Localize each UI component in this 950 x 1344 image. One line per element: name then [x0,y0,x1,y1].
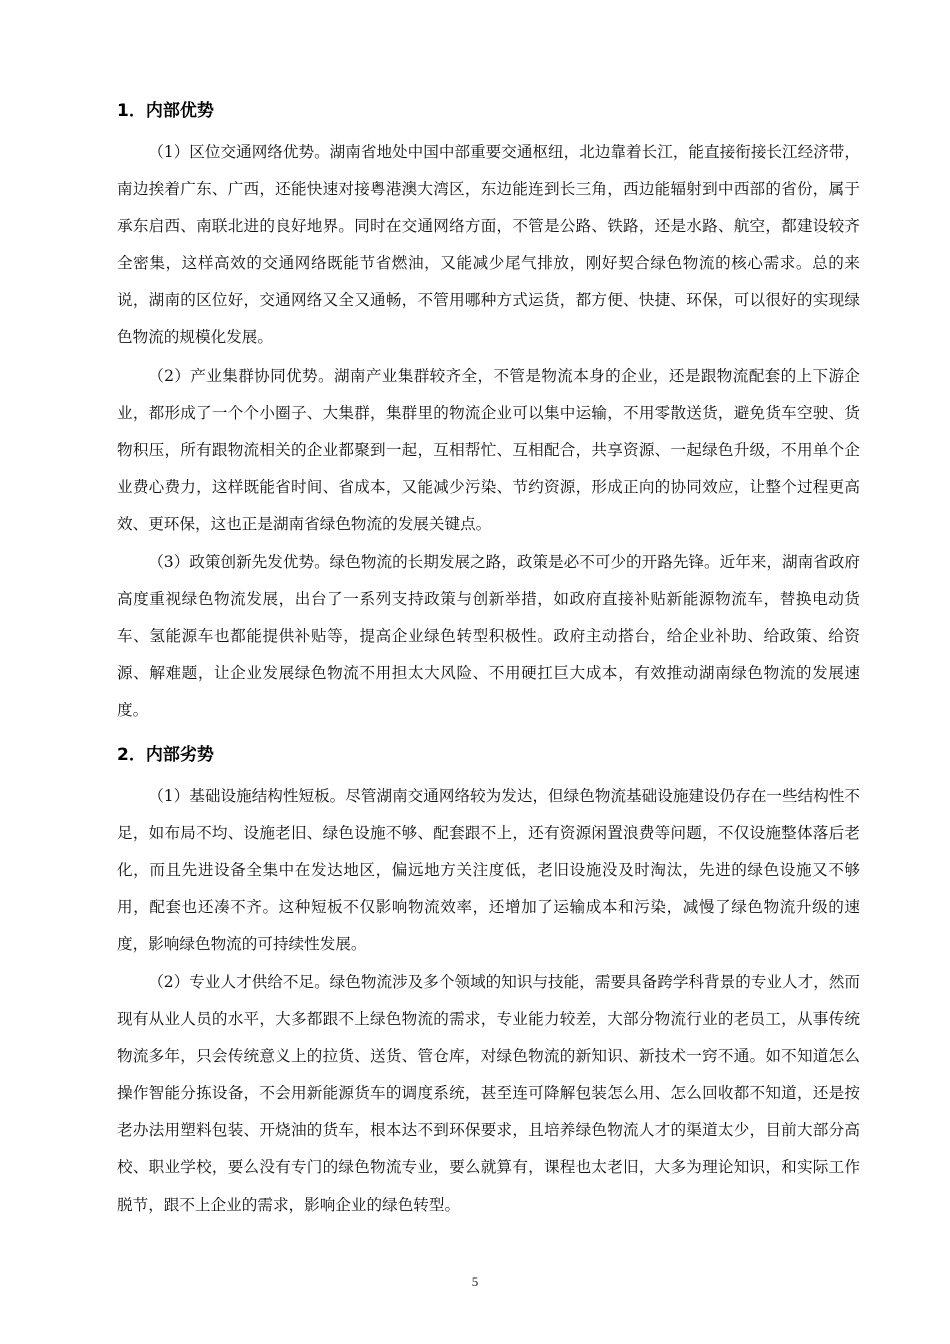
section-internal-weaknesses [117,742,860,1224]
section-heading: 2．内部劣势 [117,744,214,765]
section-internal-strengths [117,98,860,730]
paragraph: （2）专业人才供给不足。绿色物流涉及多个领域的知识与技能，需要具备跨学科背景的专业人才，然而现有从业人员的水平，大多都跟不上绿色物流的需求，专业能力较差，大部分物流行业的老员工，从事传统物流多年，只会传统意义上的拉货、送货、管仓库，对绿色物流的新知识、新技术一窍不通。如不知道怎么操作智能分拣设备，不会用新能源货车的调度系统，甚至连可降解包装怎么用、怎么回收都不知道，还是按老办法用塑料包装、开烧油的货车，根本达不到环保要求，且培养绿色物流人才的渠道太少，目前大部分高校、职业学校，要么没有专门的绿色物流专业，要么就算有，课程也太老旧，大多为理论知识，和实际工作脱节，跟不上企业的需求，影响企业的绿色转型。 [117,972,860,1214]
section-heading: 1．内部优势 [117,101,214,121]
paragraph: （1）基础设施结构性短板。尽管湖南交通网络较为发达，但绿色物流基础设施建设仍存在一些结构性不足，如布局不均、设施老旧、绿色设施不够、配套跟不上，还有资源闲置浪费等问题，不仅设施整体落后老化，而且先进设备全集中在发达地区，偏远地方关注度低，老旧设施没及时淘汰，先进的绿色设施又不够用，配套也还凑不齐。这种短板不仅影响物流效率，还增加了运输成本和污染，减慢了绿色物流升级的速度，影响绿色物流的可持续性发展。 [117,786,860,953]
paragraph: （2）产业集群协同优势。湖南产业集群较齐全，不管是物流本身的企业，还是跟物流配套的上下游企业，都形成了一个个小圈子、大集群，集群里的物流企业可以集中运输，不用零散送货，避免货车空驶、货物积压，所有跟物流相关的企业都聚到一起，互相帮忙、互相配合，共享资源、一起绿色升级，不用单个企业费心费力，这样既能省时间、省成本，又能减少污染、节约资源，形成正向的协同效应，让整个过程更高效、更环保，这也正是湖南省绿色物流的发展关键点。 [117,366,860,533]
page-content [117,98,860,1225]
paragraph: （3）政策创新先发优势。绿色物流的长期发展之路，政策是必不可少的开路先锋。近年来，湖南省政府高度重视绿色物流发展，出台了一系列支持政策与创新举措，如政府直接补贴新能源物流车，替换电动货车、氢能源车也都能提供补贴等，提高企业绿色转型积极性。政府主动搭台，给企业补助、给政策、给资源、解难题，让企业发展绿色物流不用担太大风险、不用硬扛巨大成本，有效推动湖南绿色物流的发展速度。 [117,553,860,720]
paragraph: （1）区位交通网络优势。湖南省地处中国中部重要交通枢纽，北边靠着长江，能直接衔接长江经济带，南边挨着广东、广西，还能快速对接粤港澳大湾区，东边能连到长三角，西边能辐射到中西部的省份，属于承东启西、南联北进的良好地界。同时在交通网络方面，不管是公路、铁路，还是水路、航空，都建设较齐全密集，这样高效的交通网络既能节省燃油，又能减少尾气排放，刚好契合绿色物流的核心需求。总的来说，湖南的区位好，交通网络又全又通畅，不管用哪种方式运货，都方便、快捷、环保，可以很好的实现绿色物流的规模化发展。 [117,143,860,347]
page-number: 5 [471,1274,479,1289]
